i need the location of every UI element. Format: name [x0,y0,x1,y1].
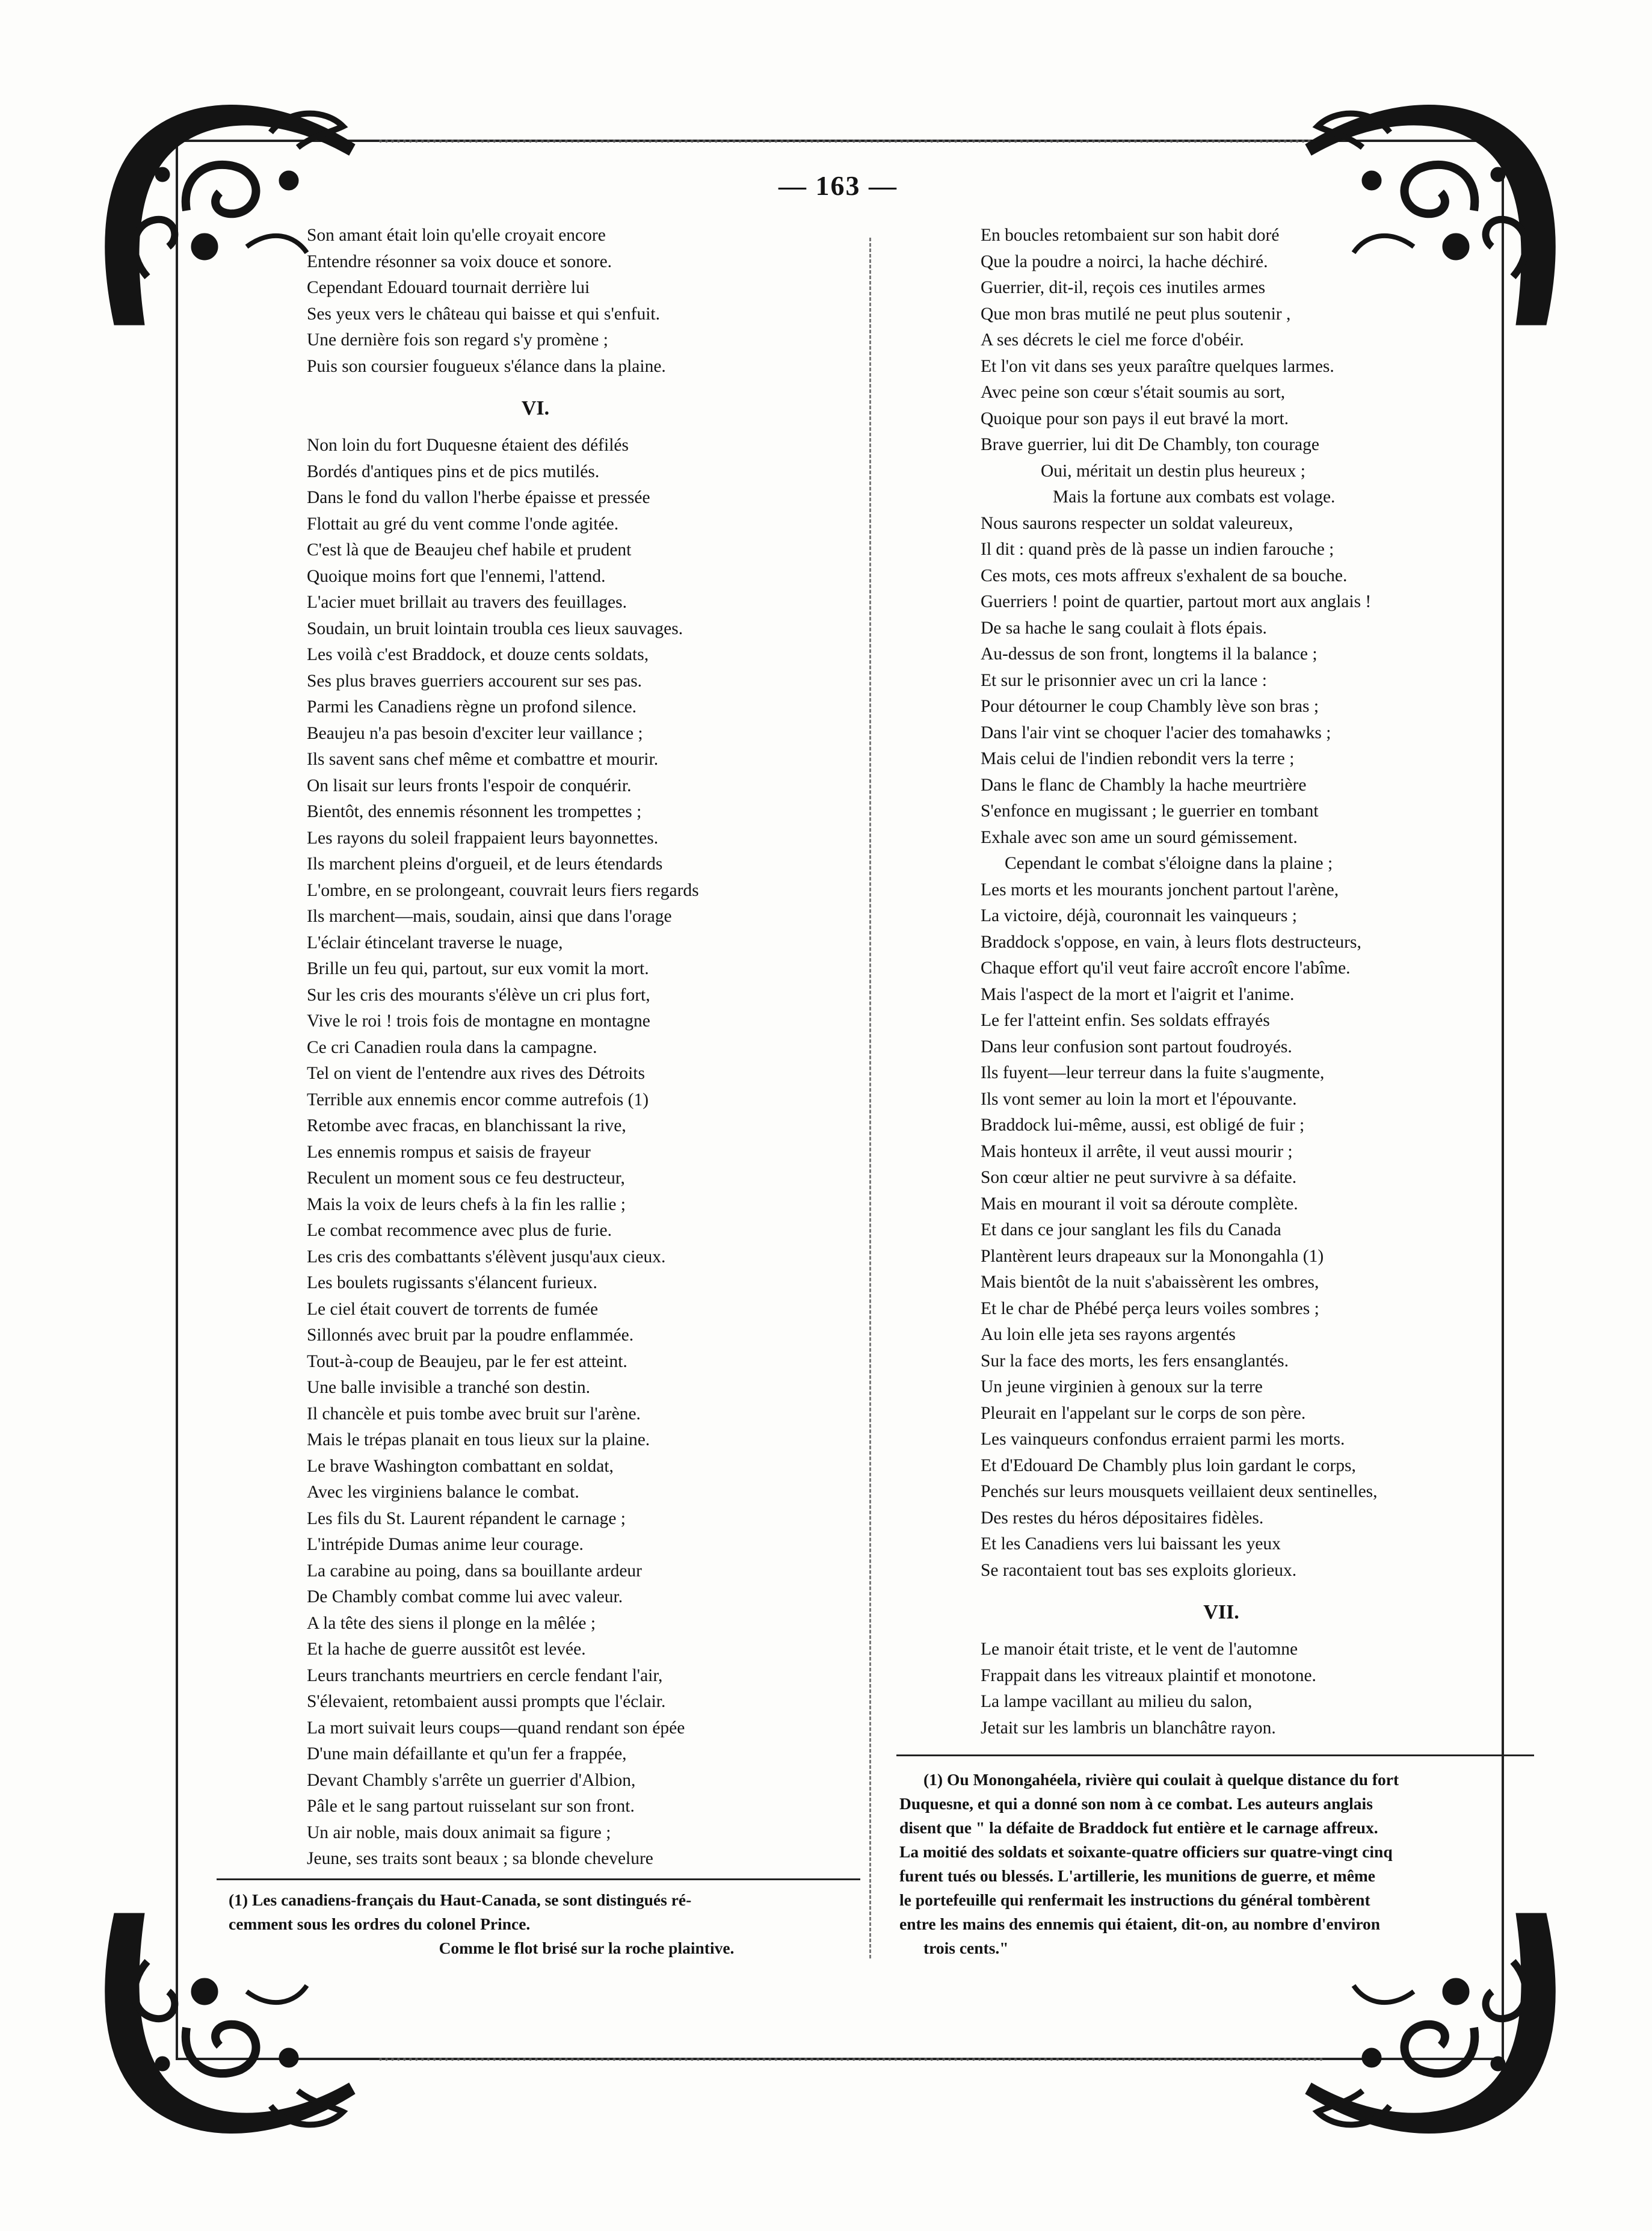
footnote-line: La moitié des soldats et soixante-quatre officiers sur quatre-vingt cinq [899,1842,1393,1861]
footnote-line: entre les mains des ennemis qui étaient, dit-on, au nombre d'environ [899,1915,1381,1933]
poem-line: Ces mots, ces mots affreux s'exhalent de sa bouche. [981,566,1348,585]
footnote-left [229,1888,860,1960]
footnote-line: disent que " la défaite de Braddock fut entière et le carnage affreux. [899,1818,1378,1837]
poem-line: Oui, méritait un destin plus heureux ; [1041,461,1305,481]
poem-line: Le fer l'atteint enfin. Ses soldats effrayés [981,1011,1270,1030]
poem-line: Jeune, ses traits sont beaux ; sa blonde chevelure [307,1849,653,1868]
footnote-left-continuation: Comme le flot brisé sur la roche plaintive. [439,1939,735,1957]
poem-line: Mais la voix de leurs chefs à la fin les rallie ; [307,1194,626,1214]
poem-line: Un air noble, mais doux animait sa figure ; [307,1822,611,1842]
poem-line: Les morts et les mourants jonchent partout l'arène, [981,880,1339,899]
footnote-line: Duquesne, et qui a donné son nom à ce combat. Les auteurs anglais [899,1794,1373,1813]
poem-line: Mais honteux il arrête, il veut aussi mourir ; [981,1141,1293,1161]
poem-line: La victoire, déjà, couronnait les vainqueurs ; [981,906,1297,925]
footnote-rule-left [217,1878,860,1880]
poem-line: Quoique moins fort que l'ennemi, l'attend. [307,566,606,586]
poem-line: Dans l'air vint se choquer l'acier des tomahawks ; [981,723,1331,742]
poem-line: Ils savent sans chef même et combattre et mourir. [307,750,659,769]
poem-line: La mort suivait leurs coups—quand rendant son épée [307,1718,685,1738]
poem-line: Tel on vient de l'entendre aux rives des Détroits [307,1064,645,1083]
poem-line: La carabine au poing, dans sa bouillante ardeur [307,1561,642,1581]
section-heading-vii: VII. [1203,1601,1239,1623]
poem-line: Que mon bras mutilé ne peut plus soutenir , [981,304,1291,324]
footnote-left-lines [229,1888,860,1936]
poem-line: Plantèrent leurs drapeaux sur la Monongahla (1) [981,1246,1324,1266]
poem-line: Flottait au gré du vent comme l'onde agitée. [307,514,619,534]
stanza-top [307,223,836,380]
poem-line: Terrible aux ennemis encor comme autrefois (1) [307,1090,649,1109]
poem-line: L'intrépide Dumas anime leur courage. [307,1535,584,1554]
poem-line: Sillonnés avec bruit par la poudre enflammée. [307,1325,634,1345]
poem-line: Son amant était loin qu'elle croyait encore [307,226,606,245]
section-heading-vi: VI. [521,397,550,419]
poem-line: S'enfonce en mugissant ; le guerrier en tombant [981,801,1319,821]
poem-line: S'élevaient, retombaient aussi prompts que l'éclair. [307,1692,666,1711]
poem-line: Les boulets rugissants s'élancent furieux. [307,1273,597,1292]
poem-line: Les rayons du soleil frappaient leurs bayonnettes. [307,828,659,848]
poem-line: Et la hache de guerre aussitôt est levée. [307,1640,586,1659]
poem-line: L'ombre, en se prolongeant, couvrait leurs fiers regards [307,880,699,900]
poem-line: Dans le flanc de Chambly la hache meurtrière [981,775,1307,795]
poem-line: Mais la fortune aux combats est volage. [1053,487,1336,507]
poem-line: Parmi les Canadiens règne un profond silence. [307,697,637,717]
poem-line: Un jeune virginien à genoux sur la terre [981,1377,1263,1396]
poem-line: Quoique pour son pays il eut bravé la mort. [981,409,1289,428]
poem-line: Chaque effort qu'il veut faire accroît encore l'abîme. [981,958,1351,978]
poem-line: Sur les cris des mourants s'élève un cri plus fort, [307,985,650,1005]
poem-line: Cependant le combat s'éloigne dans la plaine ; [1005,854,1333,873]
poem-line: Avec peine son cœur s'était soumis au sort, [981,383,1286,402]
poem-line: A ses décrets le ciel me force d'obéir. [981,330,1244,350]
poem-line: La lampe vacillant au milieu du salon, [981,1692,1253,1711]
poem-line: Les cris des combattants s'élèvent jusqu'aux cieux. [307,1247,666,1267]
poem-line: Les fils du St. Laurent répandent le carnage ; [307,1508,626,1528]
poem-line: Mais le trépas planait en tous lieux sur la plaine. [307,1430,650,1449]
poem-line: Pleurait en l'appelant sur le corps de son père. [981,1403,1306,1423]
poem-line: Avec les virginiens balance le combat. [307,1483,579,1502]
poem-line: Non loin du fort Duquesne étaient des défilés [307,436,629,455]
poem-line: Au-dessus de son front, longtems il la balance ; [981,644,1318,664]
poem-line: Devant Chambly s'arrête un guerrier d'Albion, [307,1770,636,1790]
poem-line: En boucles retombaient sur son habit doré [981,226,1280,245]
footnote-right-lines [899,1768,1537,1960]
poem-line: Exhale avec son ame un sourd gémissement. [981,827,1298,847]
poem-line: Pour détourner le coup Chambly lève son bras ; [981,697,1319,716]
poem-line: Pâle et le sang partout ruisselant sur son front. [307,1797,635,1816]
poem-line: Nous saurons respecter un soldat valeureux, [981,513,1293,533]
poem-line: Braddock s'oppose, en vain, à leurs flots destructeurs, [981,932,1361,952]
poem-line: L'éclair étincelant traverse le nuage, [307,933,563,952]
poem-line: Et les Canadiens vers lui baissant les yeux [981,1534,1281,1554]
poem-line: Les voilà c'est Braddock, et douze cents soldats, [307,645,649,664]
page-number: — 163 — [778,170,898,201]
poem-line: Tout-à-coup de Beaujeu, par le fer est atteint. [307,1351,627,1371]
poem-line: Mais l'aspect de la mort et l'aigrit et l'anime. [981,984,1295,1004]
footnote-line: (1) Ou Monongahéela, rivière qui coulait à quelque distance du fort [923,1770,1399,1789]
poem-line: Et sur le prisonnier avec un cri la lance : [981,670,1267,690]
footnote-line: trois cents." [923,1939,1009,1957]
poem-line: Brave guerrier, lui dit De Chambly, ton courage [981,435,1319,454]
footnote-right [899,1768,1537,1960]
poem-line: Reculent un moment sous ce feu destructeur, [307,1168,625,1188]
footnote-line: (1) Les canadiens-français du Haut-Canada, se sont distingués ré- [229,1890,692,1909]
poem-line: C'est là que de Beaujeu chef habile et prudent [307,540,632,560]
footnote-line: cemment sous les ordres du colonel Prince. [229,1915,531,1933]
top-dotted-rule [379,140,1324,143]
poem-line: Mais celui de l'indien rebondit vers la terre ; [981,749,1295,768]
poem-line: L'acier muet brillait au travers des feuillages. [307,593,627,612]
poem-lines-left [307,433,836,1872]
poem-line: Et l'on vit dans ses yeux paraître quelques larmes. [981,356,1334,376]
footnote-line: le portefeuille qui renfermait les instructions du général tombèrent [899,1890,1370,1909]
poem-line: Entendre résonner sa voix douce et sonore. [307,251,612,271]
poem-line: Des restes du héros dépositaires fidèles. [981,1508,1264,1528]
poem-line: Ses yeux vers le château qui baisse et qui s'enfuit. [307,304,660,324]
poem-line: Et d'Edouard De Chambly plus loin gardant le corps, [981,1455,1356,1475]
poem-line: Puis son coursier fougueux s'élance dans la plaine. [307,356,666,376]
poem-line: A la tête des siens il plonge en la mêlée ; [307,1613,596,1633]
poem-line: Bordés d'antiques pins et de pics mutilés. [307,461,600,481]
poem-line: Cependant Edouard tournait derrière lui [307,278,590,297]
poem-line: Brille un feu qui, partout, sur eux vomit la mort. [307,959,649,978]
bottom-dotted-rule [379,2058,1324,2061]
poem-line: Soudain, un bruit lointain troubla ces lieux sauvages. [307,619,683,638]
poem-line: Son cœur altier ne peut survivre à sa défaite. [981,1168,1297,1187]
poem-line: Leurs tranchants meurtriers en cercle fendant l'air, [307,1665,663,1685]
poem-line: Une balle invisible a tranché son destin. [307,1378,591,1397]
poem-line: Retombe avec fracas, en blanchissant la rive, [307,1116,626,1135]
poem-line: Beaujeu n'a pas besoin d'exciter leur vaillance ; [307,723,643,743]
poem-line: Bientôt, des ennemis résonnent les trompettes ; [307,802,642,821]
poem-line: Et dans ce jour sanglant les fils du Canada [981,1220,1281,1239]
poem-line: Une dernière fois son regard s'y promène ; [307,330,608,350]
poem-line: Ils marchent—mais, soudain, ainsi que dans l'orage [307,907,672,926]
poem-line: Et le char de Phébé perça leurs voiles sombres ; [981,1298,1319,1318]
poem-line: Ils vont semer au loin la mort et l'épouvante. [981,1089,1297,1109]
poem-line: Se racontaient tout bas ses exploits glorieux. [981,1560,1297,1580]
poem-line: Penchés sur leurs mousquets veillaient deux sentinelles, [981,1482,1378,1501]
poem-lines-right [981,223,1534,1584]
poem-line: Le manoir était triste, et le vent de l'automne [981,1640,1298,1659]
poem-line: Jetait sur les lambris un blanchâtre rayon. [981,1718,1276,1738]
poem-line: Il dit : quand près de là passe un indien farouche ; [981,540,1334,559]
poem-line: Les vainqueurs confondus erraient parmi les morts. [981,1430,1345,1449]
poem-line: Dans le fond du vallon l'herbe épaisse et pressée [307,488,650,507]
poem-line: Le brave Washington combattant en soldat, [307,1456,614,1476]
poem-line: Guerriers ! point de quartier, partout mort aux anglais ! [981,592,1372,611]
right-poem-column [981,223,1534,1741]
poem-line: Vive le roi ! trois fois de montagne en montagne [307,1011,650,1031]
poem-line: Le ciel était couvert de torrents de fumée [307,1299,599,1319]
poem-line: Au loin elle jeta ses rayons argentés [981,1325,1236,1344]
poem-line: Les ennemis rompus et saisis de frayeur [307,1142,591,1162]
poem-line: De sa hache le sang coulait à flots épais. [981,618,1267,638]
poem-line: Que la poudre a noirci, la hache déchiré. [981,251,1268,271]
left-poem-column [307,223,836,1872]
poem-line: Ce cri Canadien roula dans la campagne. [307,1037,597,1057]
poem-line: Braddock lui-même, aussi, est obligé de fuir ; [981,1116,1305,1135]
poem-line: Ils marchent pleins d'orgueil, et de leurs étendards [307,854,663,874]
poem-line: Sur la face des morts, les fers ensanglantés. [981,1351,1289,1371]
poem-line: Mais en mourant il voit sa déroute complète. [981,1194,1298,1214]
column-divider [869,238,871,1958]
poem-line: Le combat recommence avec plus de furie. [307,1221,612,1240]
poem-line: Frappait dans les vitreaux plaintif et monotone. [981,1665,1316,1685]
poem-line: Mais bientôt de la nuit s'abaissèrent les ombres, [981,1273,1319,1292]
poem-line: De Chambly combat comme lui avec valeur. [307,1587,623,1606]
poem-line: Ils fuyent—leur terreur dans la fuite s'augmente, [981,1063,1325,1082]
stanza-bottom [981,1637,1534,1741]
poem-line: Guerrier, dit-il, reçois ces inutiles armes [981,278,1266,297]
poem-line: D'une main défaillante et qu'un fer a frappée, [307,1744,627,1764]
poem-line: Il chancèle et puis tombe avec bruit sur l'arène. [307,1404,641,1424]
poem-line: Dans leur confusion sont partout foudroyés. [981,1037,1292,1057]
poem-line: On lisait sur leurs fronts l'espoir de conquérir. [307,776,632,795]
footnote-line: furent tués ou blessés. L'artillerie, les munitions de guerre, et même [899,1866,1376,1885]
poem-line: Ses plus braves guerriers accourent sur ses pas. [307,671,643,691]
footnote-rule-right [896,1754,1534,1756]
